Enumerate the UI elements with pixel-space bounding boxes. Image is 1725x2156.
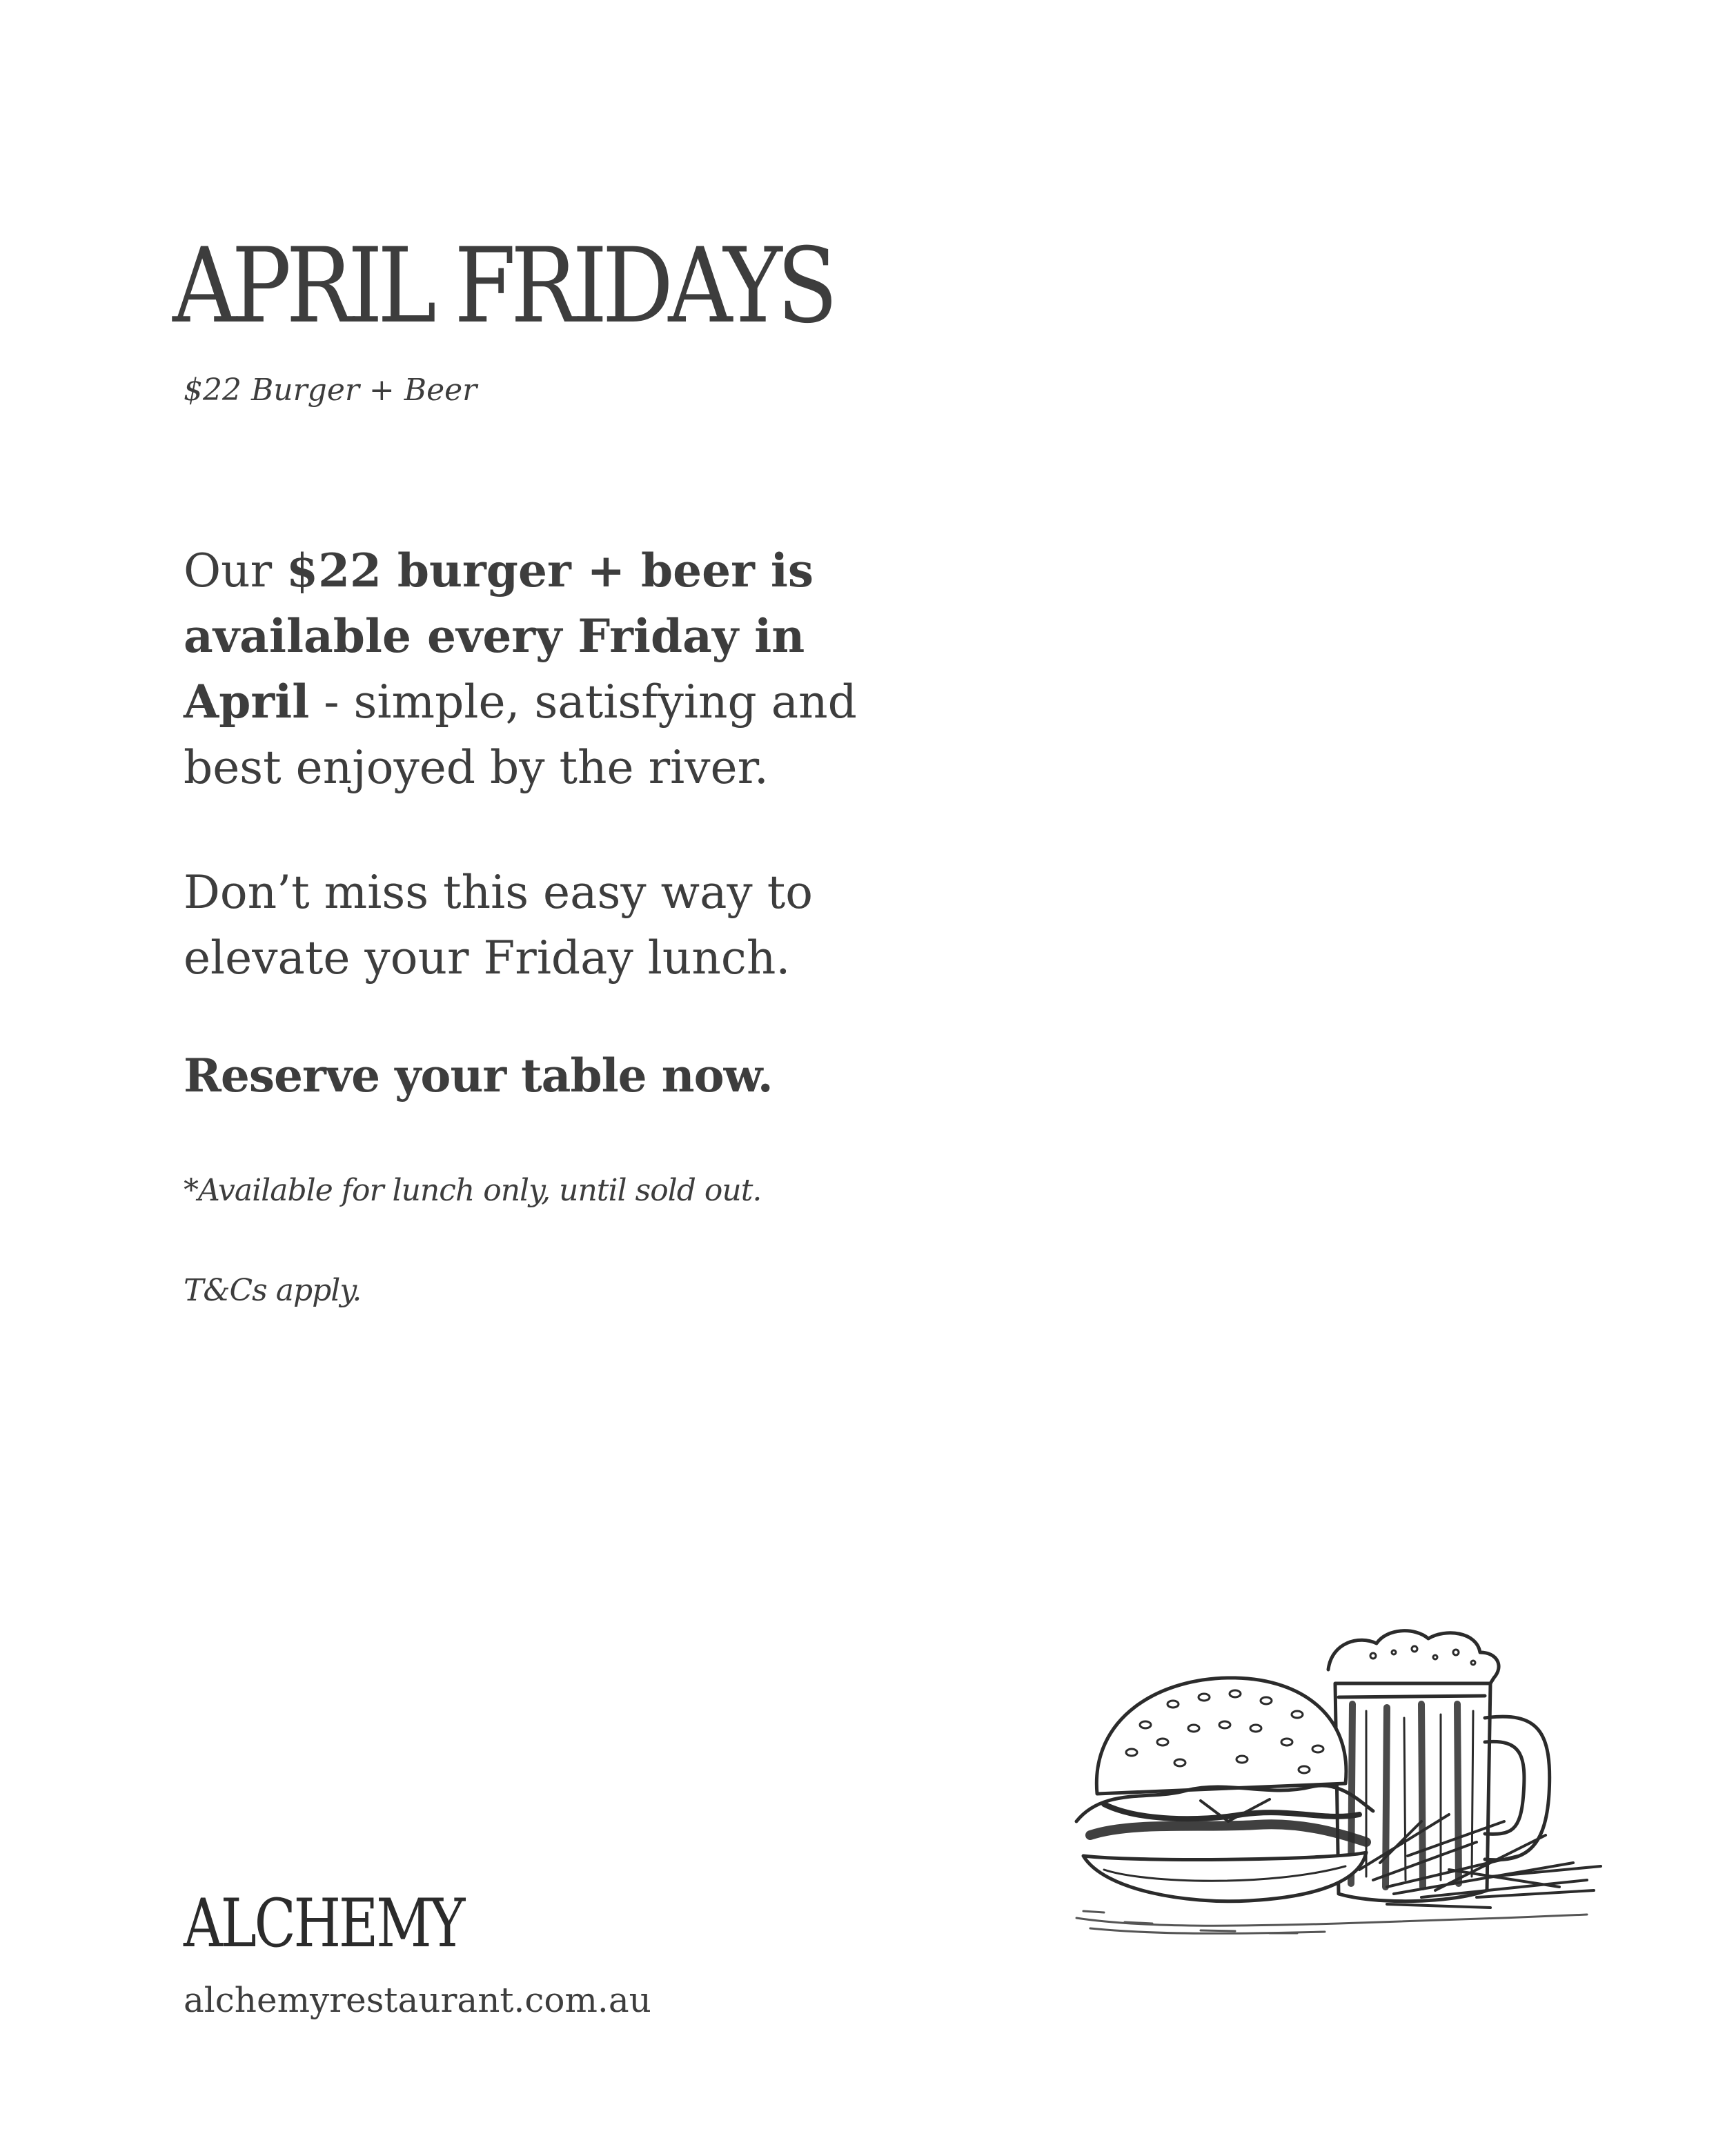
burger [1076, 1678, 1373, 1901]
intro-lead: Our [184, 544, 287, 597]
intro-highlight: $22 burger + beer is available every Friday in April [184, 544, 814, 729]
burger-beer-fries-sketch-icon [1063, 1614, 1615, 1959]
reserve-call-to-action: Reserve your table now. [184, 1049, 773, 1102]
brand-logo: ALCHEMY [184, 1885, 464, 1962]
secondary-paragraph: Don’t miss this easy way to elevate your Friday lunch. [184, 866, 813, 985]
intro-rest: - simple, satisfying and best enjoyed by the river. [184, 675, 857, 794]
body-copy [184, 538, 887, 1050]
lunch-only-note: *Available for lunch only, until sold out. [184, 1173, 762, 1208]
terms-note: T&Cs apply. [184, 1273, 362, 1308]
website-link[interactable]: alchemyrestaurant.com.au [184, 1980, 651, 2020]
ground-shading [1076, 1911, 1587, 1933]
page-title: APRIL FRIDAYS [172, 226, 833, 346]
intro-paragraph [184, 538, 887, 800]
page-subtitle: $22 Burger + Beer [184, 373, 477, 408]
